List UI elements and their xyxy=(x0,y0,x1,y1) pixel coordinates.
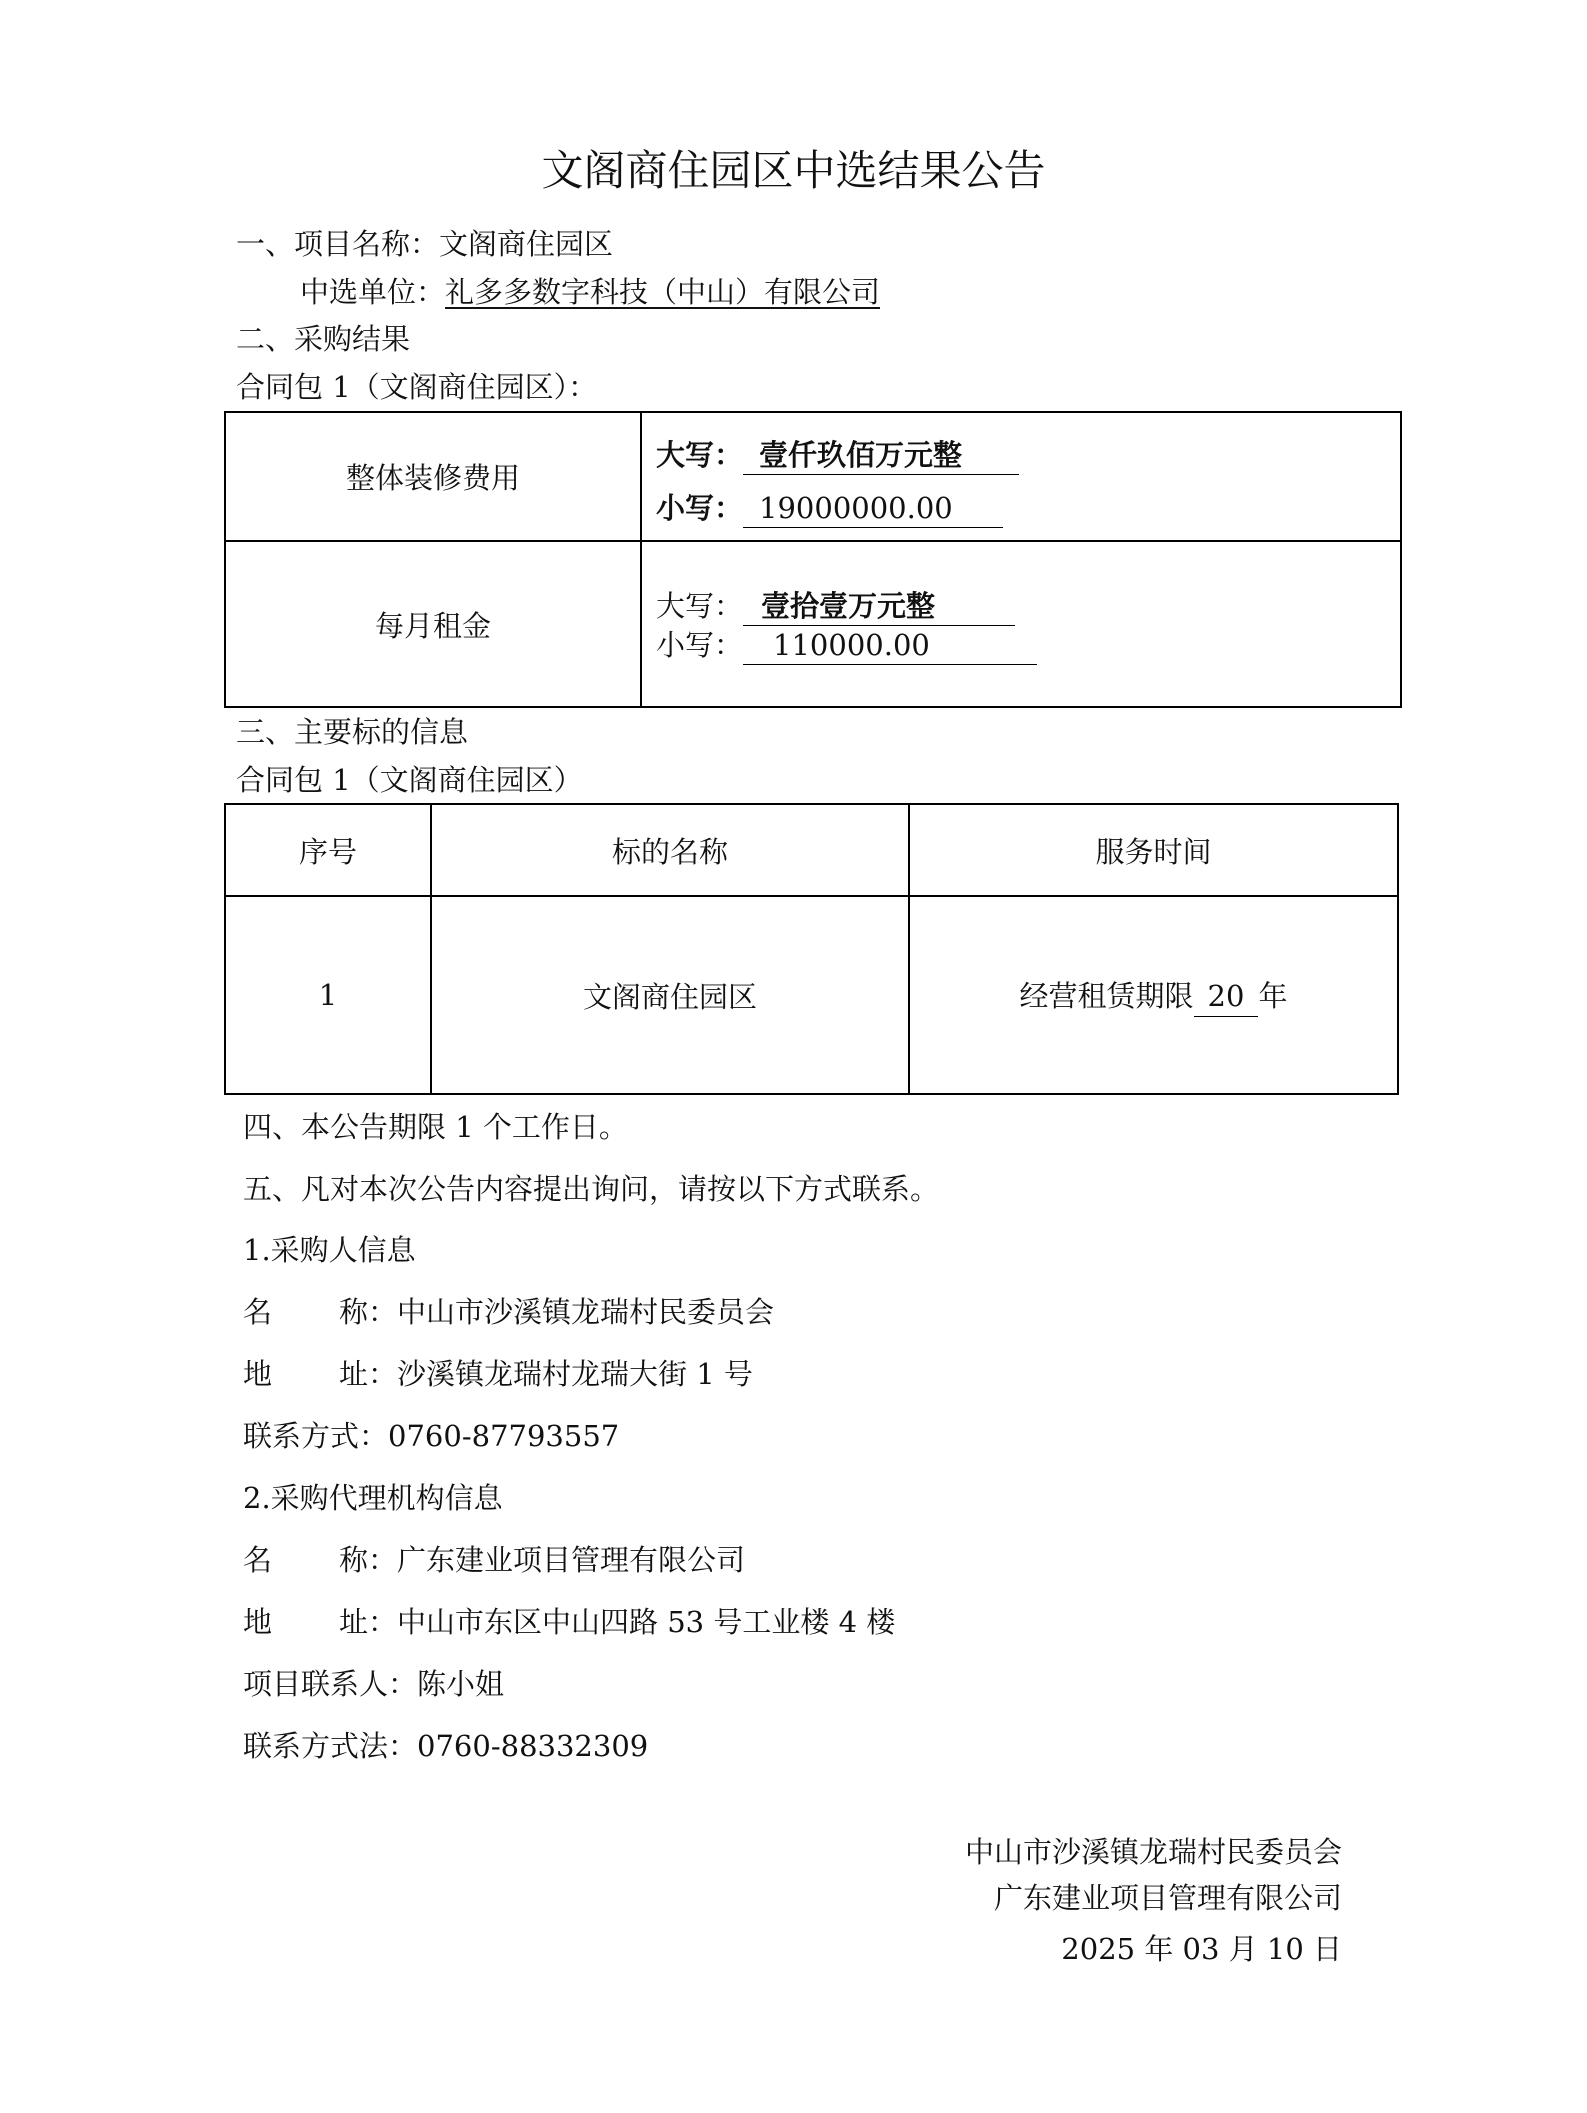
agency-heading: 2.采购代理机构信息 xyxy=(243,1481,503,1515)
label-part: 址： xyxy=(339,1605,398,1639)
agency-phone: 0760-88332309 xyxy=(417,1729,649,1763)
service-time-cell xyxy=(909,896,1398,1094)
index-cell: 1 xyxy=(225,896,431,1094)
lower-amount-line xyxy=(656,491,1003,528)
label-part: 地 xyxy=(243,1605,273,1639)
project-name-line xyxy=(236,227,614,261)
lower-label: 小写： xyxy=(656,628,744,662)
upper-amount-line xyxy=(656,438,1019,475)
winner-line xyxy=(300,275,881,309)
purchaser-name-line xyxy=(243,1295,775,1329)
agency-contact-line xyxy=(243,1729,649,1763)
section4-text: 四、本公告期限 1 个工作日。 xyxy=(243,1110,628,1144)
contact-label: 联系方式： xyxy=(243,1419,389,1453)
label-part: 名 xyxy=(243,1543,273,1577)
winner-label: 中选单位： xyxy=(300,275,446,309)
agency-person-value: 陈小姐 xyxy=(417,1667,505,1701)
upper-label: 大写： xyxy=(656,589,744,623)
table-row xyxy=(225,541,1401,707)
signature-org1: 中山市沙溪镇龙瑞村民委员会 xyxy=(964,1835,1342,1869)
header-subject-name: 标的名称 xyxy=(431,804,909,896)
lower-value: 110000.00 xyxy=(743,631,1037,665)
purchaser-name-value: 中山市沙溪镇龙瑞村民委员会 xyxy=(397,1295,775,1329)
section5-heading: 五、凡对本次公告内容提出询问，请按以下方式联系。 xyxy=(243,1172,940,1206)
subject-info-table xyxy=(224,803,1399,1095)
table-row xyxy=(225,896,1398,1094)
item-cell: 整体装修费用 xyxy=(225,412,641,541)
project-name-label: 一、项目名称： xyxy=(236,227,440,261)
purchaser-address-line xyxy=(243,1357,753,1391)
item-cell: 每月租金 xyxy=(225,541,641,707)
label-part: 称： xyxy=(339,1295,398,1329)
table-row xyxy=(225,412,1401,541)
label-part: 称： xyxy=(339,1543,398,1577)
section2-package-label: 合同包 1（文阁商住园区）： xyxy=(236,370,598,404)
header-index: 序号 xyxy=(225,804,431,896)
agency-address-value: 中山市东区中山四路 53 号工业楼 4 楼 xyxy=(397,1605,896,1639)
upper-amount-line xyxy=(656,589,1015,626)
upper-value: 壹拾壹万元整 xyxy=(743,592,1015,626)
contact-label: 联系方式法： xyxy=(243,1729,418,1763)
table-header-row xyxy=(225,804,1398,896)
signature-date: 2025 年 03 月 10 日 xyxy=(1061,1932,1342,1966)
lower-label: 小写： xyxy=(656,491,744,525)
project-name-value: 文阁商住园区 xyxy=(439,227,614,261)
label-part: 址： xyxy=(339,1357,398,1391)
upper-value: 壹仟玖佰万元整 xyxy=(743,441,1019,475)
page-title: 文阁商住园区中选结果公告 xyxy=(541,146,1046,195)
label-part: 名 xyxy=(243,1295,273,1329)
purchaser-heading: 1.采购人信息 xyxy=(243,1233,416,1267)
winner-value: 礼多多数字科技（中山）有限公司 xyxy=(445,275,881,309)
label-part: 地 xyxy=(243,1357,273,1391)
amount-cell xyxy=(641,541,1401,707)
section3-package-label: 合同包 1（文阁商住园区） xyxy=(236,763,583,797)
purchaser-address-value: 沙溪镇龙瑞村龙瑞大街 1 号 xyxy=(397,1357,753,1391)
lower-amount-line xyxy=(656,628,1037,665)
amount-cell xyxy=(641,412,1401,541)
header-service-time: 服务时间 xyxy=(909,804,1398,896)
agency-address-line xyxy=(243,1605,896,1639)
upper-label: 大写： xyxy=(656,438,744,472)
subject-name-cell: 文阁商住园区 xyxy=(431,896,909,1094)
purchaser-phone: 0760-87793557 xyxy=(388,1419,620,1453)
signature-org2: 广东建业项目管理有限公司 xyxy=(993,1881,1342,1915)
lower-value: 19000000.00 xyxy=(743,494,1003,528)
agency-person-line xyxy=(243,1667,505,1701)
purchaser-contact-line xyxy=(243,1419,620,1453)
section3-heading: 三、主要标的信息 xyxy=(236,715,469,749)
service-years: 20 xyxy=(1194,979,1259,1017)
service-prefix: 经营租赁期限 xyxy=(1019,978,1194,1013)
agency-name-value: 广东建业项目管理有限公司 xyxy=(397,1543,746,1577)
service-suffix: 年 xyxy=(1258,978,1288,1013)
agency-name-line xyxy=(243,1543,746,1577)
section2-heading: 二、采购结果 xyxy=(236,322,411,356)
person-label: 项目联系人： xyxy=(243,1667,418,1701)
procurement-result-table xyxy=(224,411,1402,708)
